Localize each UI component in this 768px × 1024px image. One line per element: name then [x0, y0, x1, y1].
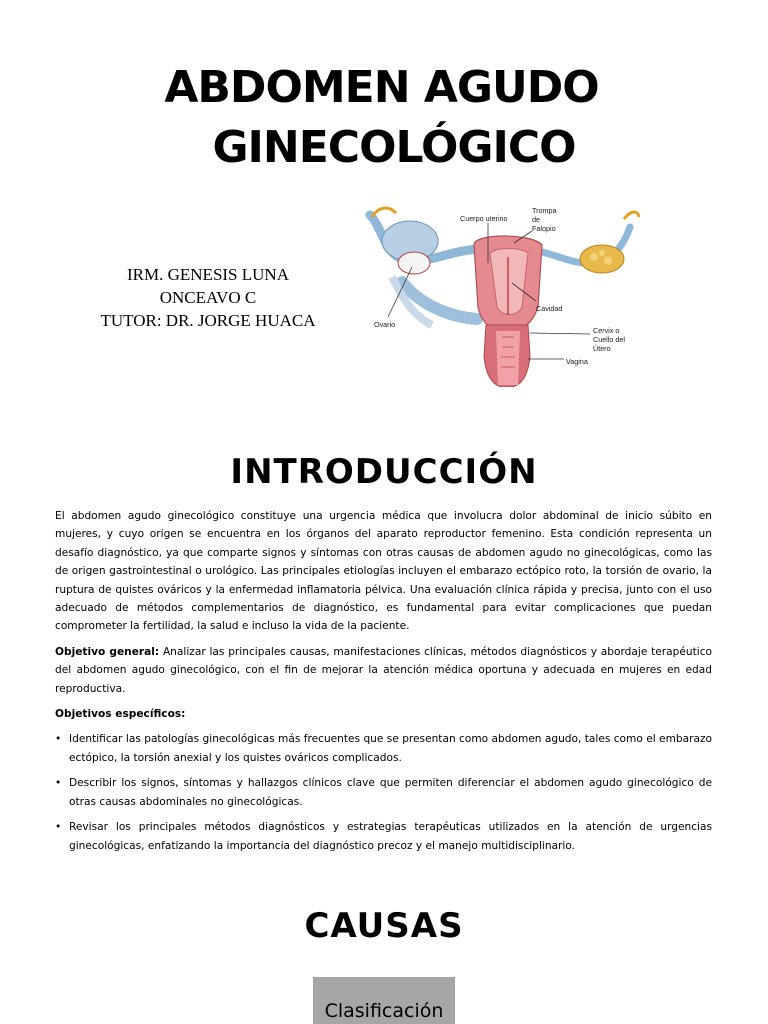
- list-item: • Revisar los principales métodos diagnósticos y estrategias terapéuticas utilizados en la atención de urgencias ginecológicas, enfatizando la importancia del diagnóstico precoz y el manejo multidisciplinario.: [55, 818, 712, 855]
- label-trompa: Trompa: [532, 206, 557, 215]
- title-line-1: ABDOMEN AGUDO: [164, 62, 599, 113]
- label-ovario: Ovario: [374, 320, 396, 329]
- author-block: [78, 263, 338, 332]
- uterus-anatomy-illustration: [362, 197, 640, 387]
- clasificacion-button[interactable]: Clasificación: [313, 977, 455, 1024]
- label-falopio: Falopio: [532, 224, 556, 233]
- author-course: ONCEAVO C: [159, 288, 257, 307]
- author-tutor: TUTOR: DR. JORGE HUACA: [100, 311, 316, 330]
- specific-objectives-label: Objetivos específicos:: [55, 708, 186, 721]
- specific-objectives-list: [55, 730, 712, 854]
- causas-heading: CAUSAS: [304, 906, 464, 946]
- page-title: [0, 58, 768, 178]
- general-objective-text: Analizar las principales causas, manifestaciones clínicas, métodos diagnósticos y abordaje terapéutico del abdomen agudo ginecológico, con el fin de mejorar la atención médica oportuna y adecuada en mujeres en edad reproductiva.: [55, 645, 712, 695]
- label-cuerpo-uterino: Cuerpo uterino: [460, 214, 508, 223]
- intro-heading: INTRODUCCIÓN: [230, 452, 538, 492]
- label-utero: Útero: [593, 344, 611, 353]
- author-name: IRM. GENESIS LUNA: [127, 265, 289, 284]
- list-item: • Identificar las patologías ginecológicas más frecuentes que se presentan como abdomen agudo, tales como el embarazo ectópico, la torsión anexial y los quistes ováricos complicados.: [55, 730, 712, 767]
- general-objective: [55, 643, 712, 698]
- general-objective-label: Objetivo general:: [55, 645, 160, 658]
- label-cavidad: Cavidad: [536, 304, 563, 313]
- title-line-2: GINECOLÓGICO: [212, 122, 576, 173]
- intro-paragraph: El abdomen agudo ginecológico constituye una urgencia médica que involucra dolor abdominal de inicio súbito en mujeres, y cuyo origen se encuentra en los órganos del aparato reproductor femenino. Esta condición representa un desafío diagnóstico, ya que comparte signos y síntomas con otras causas de abdomen agudo no ginecológicas, como las de origen gastrointestinal o urológico. Las principales etiologías incluyen el embarazo ectópico roto, la torsión de ovario, la ruptura de quistes ováricos y la enfermedad inflamatoria pélvica. Una evaluación clínica rápida y precisa, junto con el uso adecuado de métodos complementarios de diagnóstico, es fundamental para evitar complicaciones que puedan comprometer la fertilidad, la salud e incluso la vida de la paciente.: [55, 510, 712, 633]
- label-trompa-de: de: [532, 215, 540, 224]
- list-item: • Describir los signos, síntomas y hallazgos clínicos clave que permiten diferenciar el abdomen agudo ginecológico de otras causas abdominales no ginecológicas.: [55, 774, 712, 811]
- label-cuello-del: Cuello del: [593, 335, 625, 344]
- label-cervix: Cervix o: [593, 326, 620, 335]
- intro-body: [55, 507, 712, 862]
- label-vagina: Vagina: [566, 357, 588, 366]
